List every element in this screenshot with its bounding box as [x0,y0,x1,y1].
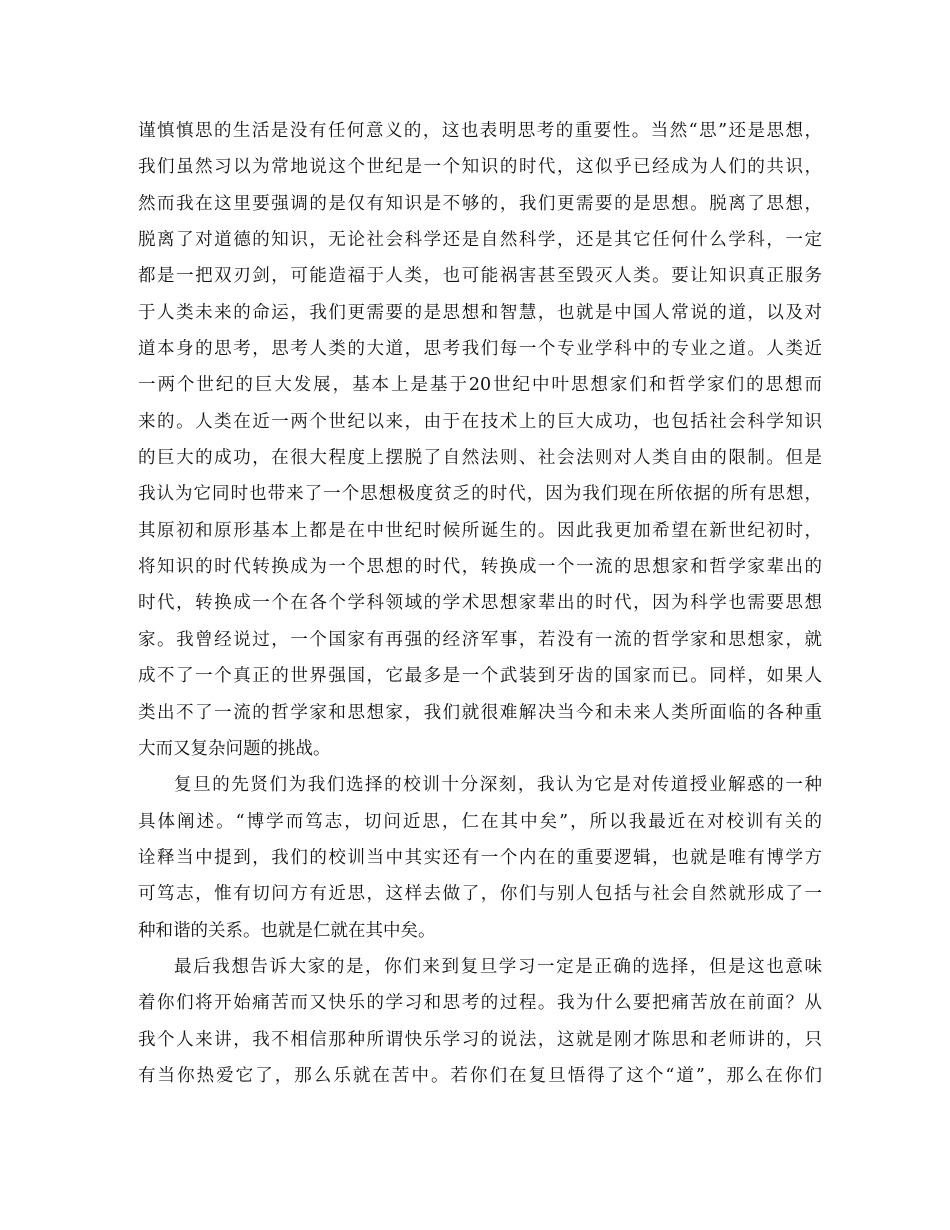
text-line: 最后我想告诉大家的是，你们来到复旦学习一定是正确的选择，但是这也意味 [174,956,822,977]
paragraph-2 [138,767,822,949]
text-line: 其原初和原形基本上都是在中世纪时候所诞生的。因此我更加希望在新世纪初时， [138,520,822,541]
text-line: 将知识的时代转换成为一个思想的时代，转换成一个一流的思想家和哲学家辈出的 [138,557,822,578]
text-line: 我们虽然习以为常地说这个世纪是一个知识的时代，这似乎已经成为人们的共识， [138,157,822,178]
text-line: 复旦的先贤们为我们选择的校训十分深刻，我认为它是对传道授业解惑的一种 [174,775,822,796]
text-line: 有当你热爱它了，那么乐就在苦中。若你们在复旦悟得了这个“道”，那么在你们 [138,1065,822,1086]
text-line: 谨慎慎思的生活是没有任何意义的，这也表明思考的重要性。当然“思”还是思想， [138,121,822,141]
text-line: 种和谐的关系。也就是仁就在其中矣。 [138,920,436,941]
text-line: 成不了一个真正的世界强国，它最多是一个武装到牙齿的国家而已。同样，如果人 [138,666,822,687]
text-line: 着你们将开始痛苦而又快乐的学习和思考的过程。我为什么要把痛苦放在前面？从 [138,993,822,1014]
text-line: 类出不了一流的哲学家和思想家，我们就很难解决当今和未来人类所面临的各种重 [138,702,822,723]
paragraph-3 [138,949,822,1094]
document-page [138,113,822,1094]
text-line: 一两个世纪的巨大发展，基本上是基于20世纪中叶思想家们和哲学家们的思想而 [138,375,822,396]
text-line: 诠释当中提到，我们的校训当中其实还有一个内在的重要逻辑，也就是唯有博学方 [138,847,822,868]
text-line: 都是一把双刃剑，可能造福于人类，也可能祸害甚至毁灭人类。要让知识真正服务 [138,266,822,287]
text-line: 时代，转换成一个在各个学科领域的学术思想家辈出的时代，因为科学也需要思想 [138,593,822,614]
text-line: 来的。人类在近一两个世纪以来，由于在技术上的巨大成功，也包括社会科学知识 [138,411,822,432]
text-line: 可笃志，惟有切问方有近思，这样去做了，你们与别人包括与社会自然就形成了一 [138,884,822,905]
text-line: 我个人来讲，我不相信那种所谓快乐学习的说法，这就是刚才陈思和老师讲的，只 [138,1029,822,1050]
text-line: 道本身的思考，思考人类的大道，思考我们每一个专业学科中的专业之道。人类近 [138,339,822,360]
text-line: 我认为它同时也带来了一个思想极度贫乏的时代，因为我们现在所依据的所有思想， [138,484,822,505]
text-line: 大而又复杂问题的挑战。 [138,738,331,759]
paragraph-1 [138,113,822,767]
text-line: 于人类未来的命运，我们更需要的是思想和智慧，也就是中国人常说的道，以及对 [138,302,822,323]
text-line: 的巨大的成功，在很大程度上摆脱了自然法则、社会法则对人类自由的限制。但是 [138,448,822,469]
text-line: 家。我曾经说过，一个国家有再强的经济军事，若没有一流的哲学家和思想家，就 [138,629,822,650]
text-line: 然而我在这里要强调的是仅有知识是不够的，我们更需要的是思想。脱离了思想， [138,193,822,214]
text-line: 具体阐述。“博学而笃志，切问近思，仁在其中矣”，所以我最近在对校训有关的 [138,811,822,832]
text-line: 脱离了对道德的知识，无论社会科学还是自然科学，还是其它任何什么学科，一定 [138,230,822,251]
